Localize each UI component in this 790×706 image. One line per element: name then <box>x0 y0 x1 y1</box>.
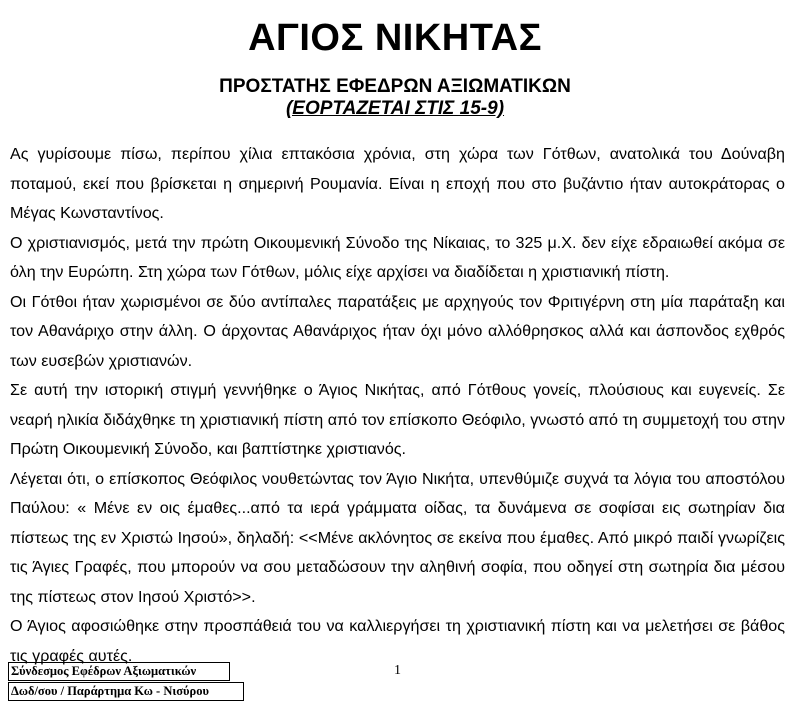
footer-branch: Δωδ/σου / Παράρτημα Κω - Νισύρου <box>8 682 244 701</box>
paragraph: Λέγεται ότι, ο επίσκοπος Θεόφιλος νουθετώντας τον Άγιο Νικήτα, υπενθύμιζε συχνά τα λόγια του αποστόλου Παύλου: « Μένε εν οις έμαθες...από τα ιερά γράμματα οίδας, τα δυνάμενα σε σοφίσαι εις σωτηρίαν δια πίστεως της εν Χριστώ Ιησού», δηλαδή: <<Μένε ακλόνητος σε εκείνα που έμαθες. Από μικρό παιδί γνωρίζεις τις Άγιες Γραφές, που μπορούν να σου μεταδώσουν την αληθινή σοφία, που οδηγεί στη σωτηρία δια μέσου της πίστεως στον Ιησού Χριστό>>. <box>10 469 785 606</box>
feast-day <box>0 98 790 120</box>
paragraph: Σε αυτή την ιστορική στιγμή γεννήθηκε ο Άγιος Νικήτας, από Γότθους γονείς, πλούσιους και ευγενείς. Σε νεαρή ηλικία διδάχθηκε τη χριστιανική πίστη από τον επίσκοπο Θεόφιλο, γνωστό από τη συμμετοχή του στην Πρώτη Οικουμενική Σύνοδο, και βαπτίστηκε χριστιανός. <box>10 381 785 458</box>
paragraph: Ο χριστιανισμός, μετά την πρώτη Οικουμενική Σύνοδο της Νίκαιας, το 325 μ.Χ. δεν είχε εδραιωθεί ακόμα σε όλη την Ευρώπη. Στη χώρα των Γότθων, μόλις είχε αρχίσει να διαδίδεται η χριστιανική πίστη. <box>10 233 785 281</box>
page-subtitle: ΠΡΟΣΤΑΤΗΣ ΕΦΕΔΡΩΝ ΑΞΙΩΜΑΤΙΚΩΝ <box>219 76 571 97</box>
article-body <box>10 140 785 671</box>
paragraph: Ας γυρίσουμε πίσω, περίπου χίλια επτακόσια χρόνια, στη χώρα των Γότθων, ανατολικά του Δούναβη ποταμού, εκεί που βρίσκεται η σημερινή Ρουμανία. Είναι η εποχή που στο βυζάντιο ήταν αυτοκράτορας ο Μέγας Κωνσταντίνος. <box>10 145 785 222</box>
page-number: 1 <box>394 663 401 678</box>
footer-organization: Σύνδεσμος Εφέδρων Αξιωματικών <box>8 662 230 681</box>
page-title: ΑΓΙΟΣ ΝΙΚΗΤΑΣ <box>248 17 542 59</box>
feast-day-text: (ΕΟΡΤΑΖΕΤΑΙ ΣΤΙΣ 15-9) <box>285 98 505 119</box>
paragraph: Ο Άγιος αφοσιώθηκε στην προσπάθειά του να καλλιεργήσει τη χριστιανική πίστη και να μελετήσει σε βάθος τις γραφές αυτές. <box>10 617 785 665</box>
paragraph: Οι Γότθοι ήταν χωρισμένοι σε δύο αντίπαλες παρατάξεις με αρχηγούς τον Φριτιγέρνη στη μία παράταξη και τον Αθανάριχο στην άλλη. Ο άρχοντας Αθανάριχος ήταν όχι μόνο αλλόθρησκος αλλά και άσπονδος εχθρός των ευσεβών χριστιανών. <box>10 292 785 370</box>
